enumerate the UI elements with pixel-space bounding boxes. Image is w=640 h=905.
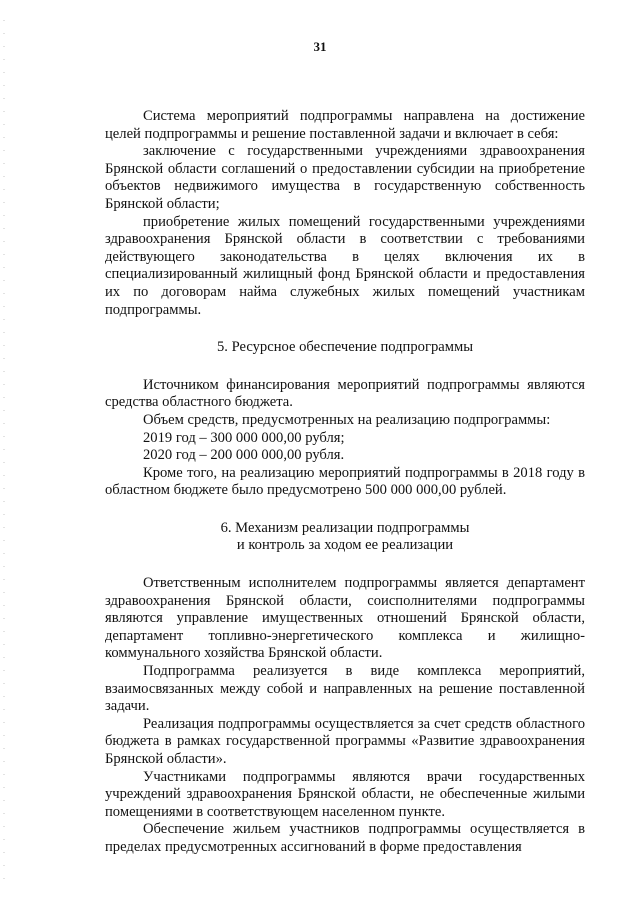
- funding-2019-line: 2019 год – 300 000 000,00 рубля;: [143, 429, 345, 446]
- section-6-heading-line-2: и контроль за ходом ее реализации: [236, 537, 454, 554]
- scan-margin-specks: [3, 20, 5, 880]
- participants-paragraph: Участниками подпрограммы являются врачи государственных учреждений здравоохранения Брянской области, не обеспеченные жилыми помещениями в соответствующем населенном пункте.: [105, 768, 585, 820]
- measure-item-acquisition: приобретение жилых помещений государственными учреждениями здравоохранения Брянской области в соответствии с требованиями действующего законодательства в целях включения их в специализированный жилищный фонд Брянской области и предоставления их по договорам найма служебных жилых помещений участникам подпрограммы.: [105, 213, 585, 318]
- funding-2020-line: 2020 год – 200 000 000,00 рубля.: [143, 447, 345, 464]
- implementation-funding-paragraph: Реализация подпрограммы осуществляется за счет средств областного бюджета в рамках государственной программы «Развитие здравоохранения Брянской области».: [105, 715, 585, 767]
- measure-item-agreements: заключение с государственными учреждениями здравоохранения Брянской области соглашений о предоставлении субсидии на приобретение объектов недвижимого имущества в государственную собственность Брянской области;: [105, 143, 585, 212]
- intro-paragraph: Система мероприятий подпрограммы направлена на достижение целей подпрограммы и решение поставленной задачи и включает в себя:: [105, 108, 585, 142]
- implementation-form-paragraph: Подпрограмма реализуется в виде комплекса мероприятий, взаимосвязанных между собой и направленных на решение поставленной задачи.: [105, 663, 585, 715]
- funding-2018-paragraph: Кроме того, на реализацию мероприятий подпрограммы в 2018 году в областном бюджете было предусмотрено 500 000 000,00 рублей.: [105, 464, 585, 499]
- funding-source-paragraph: Источником финансирования мероприятий подпрограммы являются средства областного бюджета.: [105, 376, 585, 411]
- document-body: [105, 108, 585, 857]
- page-number: 31: [313, 39, 327, 54]
- housing-provision-paragraph: Обеспечение жильем участников подпрограммы осуществляется в пределах предусмотренных ассигнований в форме предоставления: [105, 821, 585, 855]
- responsible-executor-paragraph: Ответственным исполнителем подпрограммы является департамент здравоохранения Брянской области, соисполнителями подпрограммы являются управление имущественных отношений Брянской области, департамент топливно-энергетического комплекса и жилищно-коммунального хозяйства Брянской области.: [105, 575, 585, 662]
- section-6-heading-line-1: 6. Механизм реализации подпрограммы: [220, 519, 470, 536]
- section-5-heading: 5. Ресурсное обеспечение подпрограммы: [216, 339, 473, 356]
- funding-volume-paragraph: Объем средств, предусмотренных на реализацию подпрограммы:: [143, 411, 551, 428]
